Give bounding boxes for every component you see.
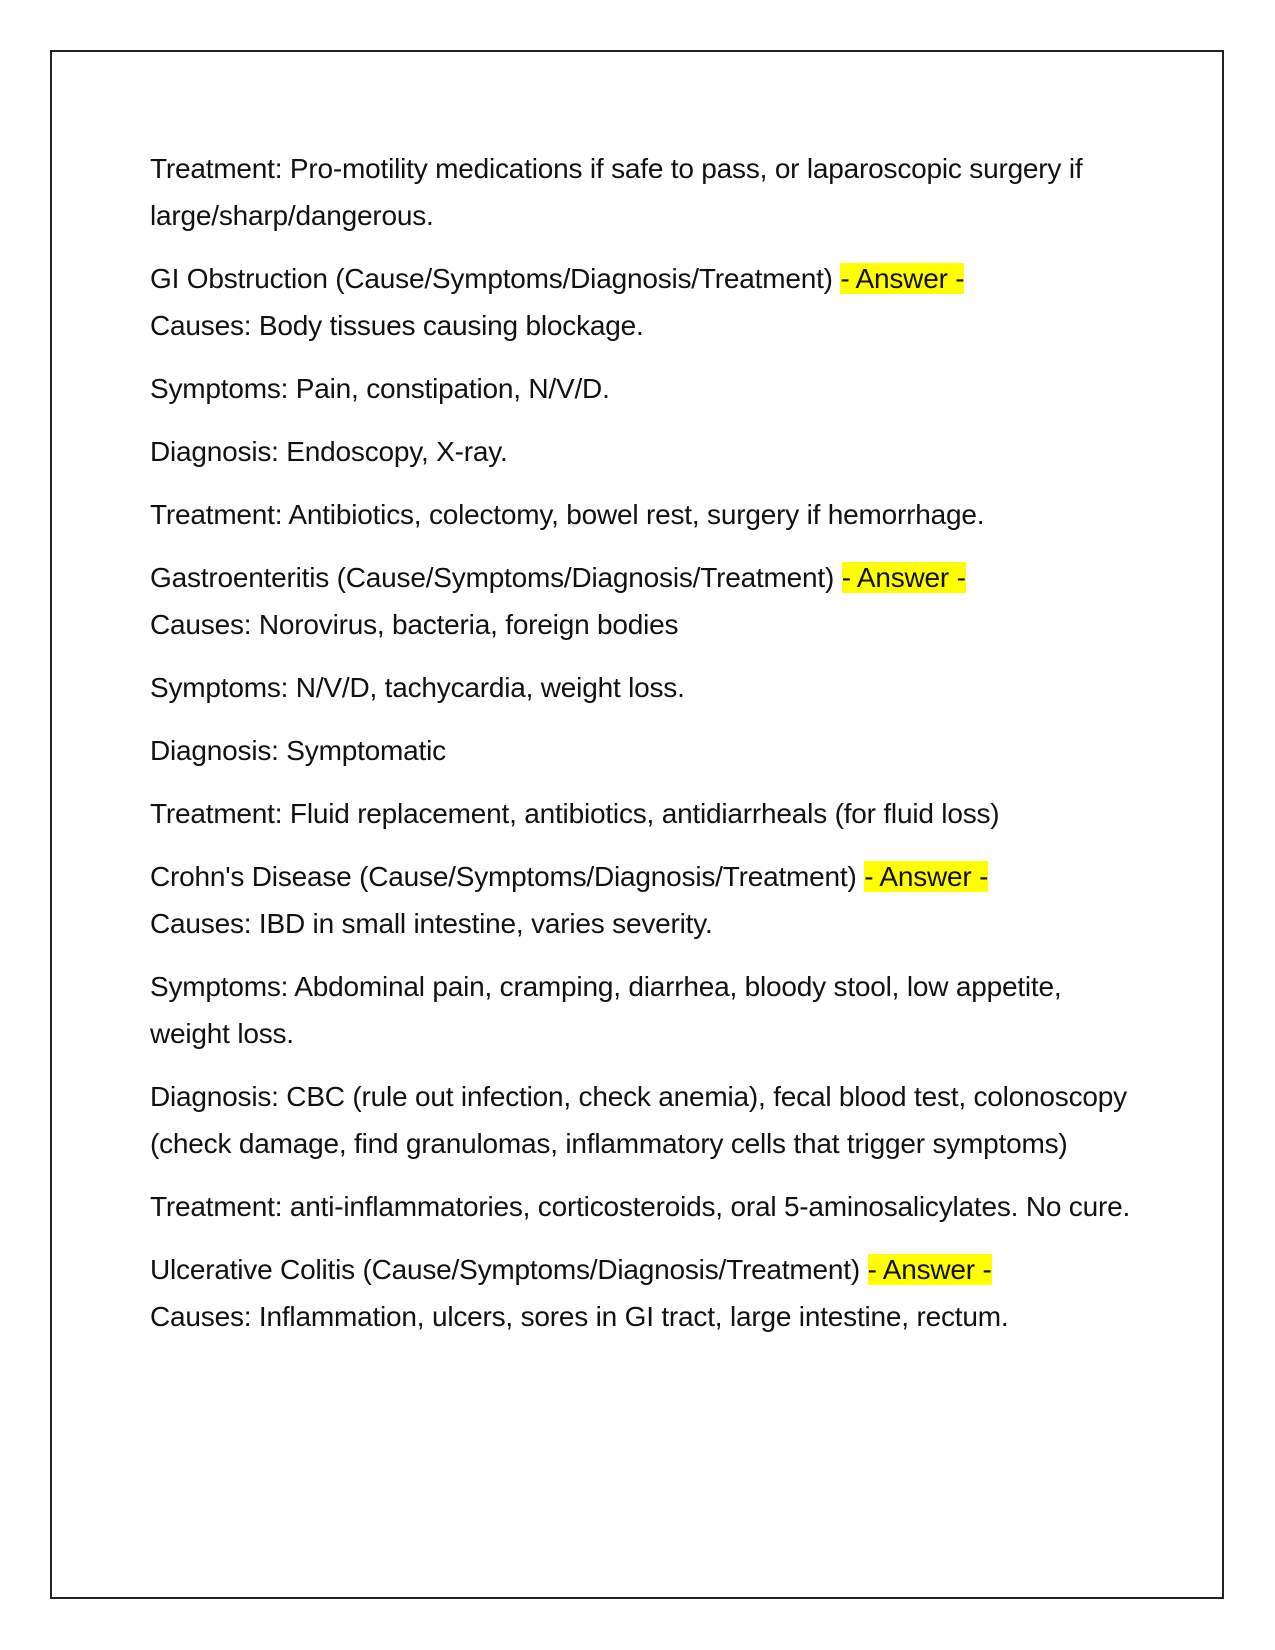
paragraph-text: Treatment: anti-inflammatories, corticosteroids, oral 5-aminosalicylates. No cure. [150, 1191, 1131, 1222]
paragraph-treatment [150, 790, 1140, 837]
qa-crohns-disease [150, 853, 1140, 947]
answer-highlight: - Answer - [864, 861, 989, 892]
question-text: GI Obstruction (Cause/Symptoms/Diagnosis/Treatment) [150, 263, 833, 294]
paragraph-diagnosis [150, 428, 1140, 475]
paragraph-text: Treatment: Antibiotics, colectomy, bowel rest, surgery if hemorrhage. [150, 499, 985, 530]
answer-text: Causes: Norovirus, bacteria, foreign bodies [150, 609, 679, 640]
paragraph-text: Diagnosis: Endoscopy, X-ray. [150, 436, 508, 467]
question-text: Ulcerative Colitis (Cause/Symptoms/Diagnosis/Treatment) [150, 1254, 860, 1285]
question-text: Crohn's Disease (Cause/Symptoms/Diagnosis/Treatment) [150, 861, 857, 892]
paragraph-diagnosis [150, 727, 1140, 774]
paragraph-treatment [150, 145, 1140, 239]
qa-ulcerative-colitis [150, 1246, 1140, 1340]
answer-text: Causes: IBD in small intestine, varies severity. [150, 908, 713, 939]
answer-text: Causes: Body tissues causing blockage. [150, 310, 644, 341]
answer-highlight: - Answer - [841, 562, 966, 593]
paragraph-text: Treatment: Fluid replacement, antibiotics, antidiarrheals (for fluid loss) [150, 798, 1000, 829]
paragraph-symptoms [150, 963, 1140, 1057]
paragraph-text: Diagnosis: CBC (rule out infection, check anemia), fecal blood test, colonoscopy (check damage, find granulomas, inflammatory cells that trigger symptoms) [150, 1081, 1127, 1159]
paragraph-text: Symptoms: Pain, constipation, N/V/D. [150, 373, 610, 404]
qa-gi-obstruction [150, 255, 1140, 349]
qa-gastroenteritis [150, 554, 1140, 648]
paragraph-treatment [150, 1183, 1140, 1230]
paragraph-text: Symptoms: N/V/D, tachycardia, weight loss. [150, 672, 685, 703]
answer-text: Causes: Inflammation, ulcers, sores in GI tract, large intestine, rectum. [150, 1301, 1009, 1332]
paragraph-text: Diagnosis: Symptomatic [150, 735, 446, 766]
paragraph-diagnosis [150, 1073, 1140, 1167]
paragraph-text: Treatment: Pro-motility medications if safe to pass, or laparoscopic surgery if large/sharp/dangerous. [150, 153, 1083, 231]
question-text: Gastroenteritis (Cause/Symptoms/Diagnosis/Treatment) [150, 562, 835, 593]
document-body [150, 145, 1140, 1356]
paragraph-symptoms [150, 664, 1140, 711]
answer-highlight: - Answer - [867, 1254, 992, 1285]
paragraph-treatment [150, 491, 1140, 538]
paragraph-text: Symptoms: Abdominal pain, cramping, diarrhea, bloody stool, low appetite, weight loss. [150, 971, 1062, 1049]
answer-highlight: - Answer - [840, 263, 965, 294]
paragraph-symptoms [150, 365, 1140, 412]
